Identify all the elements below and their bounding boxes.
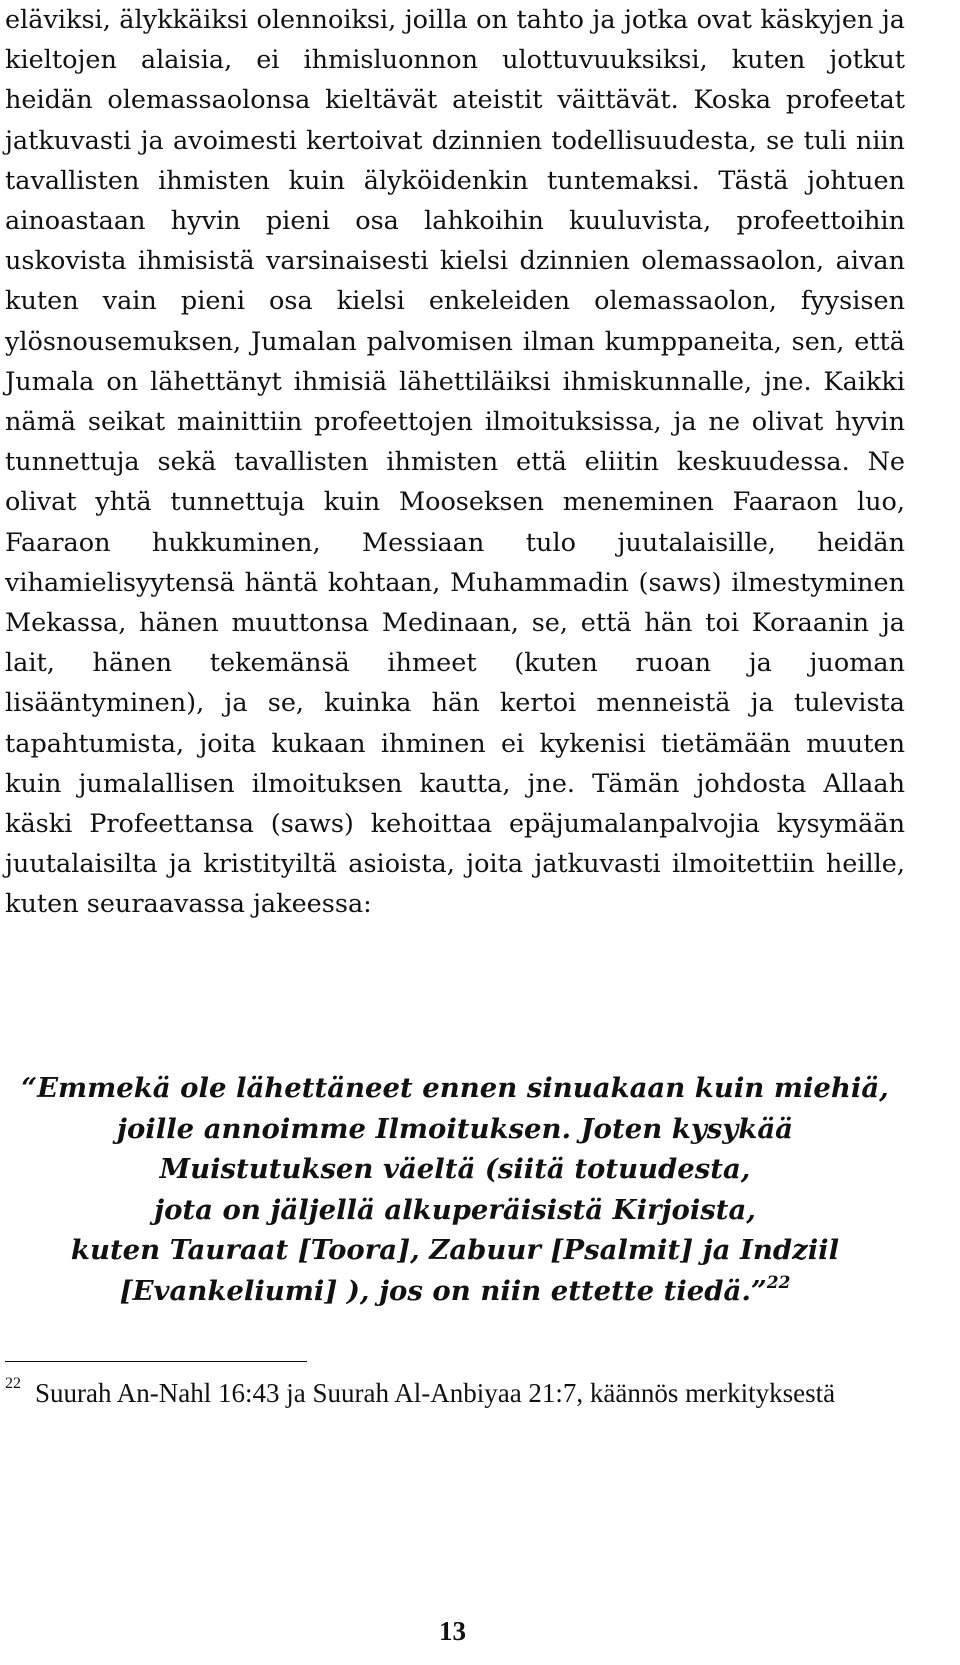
footnote [5, 1374, 903, 1412]
page-number: 13 [439, 1616, 466, 1646]
footnote-reference[interactable]: 22 [766, 1272, 791, 1293]
footnote-number: 22 [5, 1375, 21, 1392]
quote-last-line-wrap [20, 1271, 890, 1312]
footnote-separator [5, 1361, 307, 1362]
footnote-text: Suurah An-Nahl 16:43 ja Suurah Al-Anbiyaa 21:7, käännös merkityksestä [35, 1378, 836, 1408]
quote-line: jota on jäljellä alkuperäisistä Kirjoista, [154, 1193, 756, 1226]
quote-line: “Emmekä ole lähettäneet ennen sinuakaan kuin miehiä, [21, 1072, 889, 1104]
quote-line: joille annoimme Ilmoituksen. Joten kysykää [117, 1112, 793, 1145]
quran-quote [20, 1068, 890, 1311]
quote-line: kuten Tauraat [Toora], Zabuur [Psalmit] ja Indziil [70, 1234, 840, 1266]
body-paragraph: eläviksi, älykkäiksi olennoiksi, joilla on tahto ja jotka ovat käskyjen ja kieltojen alaisia, ei ihmisluonnon ulottuvuuksiksi, kuten jotkut heidän olemassaolonsa kieltävät ateistit väittävät. Koska profeetat jatkuvasti ja avoimesti kertoivat dzinnien todellisuudesta, se tuli niin tavallisten ihmisten kuin älyköidenkin tuntemaksi. Tästä johtuen ainoastaan hyvin pieni osa lahkoihin kuuluvista, profeettoihin uskovista ihmisistä varsinaisesti kielsi dzinnien olemassaolon, aivan kuten vain pieni osa kielsi enkeleiden olemassaolon, fyysisen ylösnousemuksen, Jumalan palvomisen ilman kumppaneita, sen, että Jumala on lähettänyt ihmisiä lähettiläiksi ihmiskunnalle, jne. Kaikki nämä seikat mainittiin profeettojen ilmoituksissa, ja ne olivat hyvin tunnettuja sekä tavallisten ihmisten että eliitin keskuudessa. Ne olivat yhtä tunnettuja kuin Mooseksen meneminen Faaraon luo, Faaraon hukkuminen, Messiaan tulo juutalaisille, heidän vihamielisyytensä häntä kohtaan, Muhammadin (saws) ilmestyminen Mekassa, hänen muuttonsa Medinaan, se, että hän toi Koraanin ja lait, hänen tekemänsä ihmeet (kuten ruoan ja juoman lisääntyminen), ja se, kuinka hän kertoi menneistä ja tulevista tapahtumista, joita kukaan ihminen ei kykenisi tietämään muuten kuin jumalallisen ilmoituksen kautta, jne. Tämän johdosta Allaah käski Profeettansa (saws) kehoittaa epäjumalanpalvojia kysymään juutalaisilta ja kristityiltä asioista, joita jatkuvasti ilmoitettiin heille, kuten seuraavassa jakeessa: [5, 5, 905, 920]
quote-line: [Evankeliumi] ), jos on niin ettette tiedä.” [119, 1274, 767, 1307]
quote-line: Muistutuksen väeltä (siitä totuudesta, [159, 1153, 751, 1185]
